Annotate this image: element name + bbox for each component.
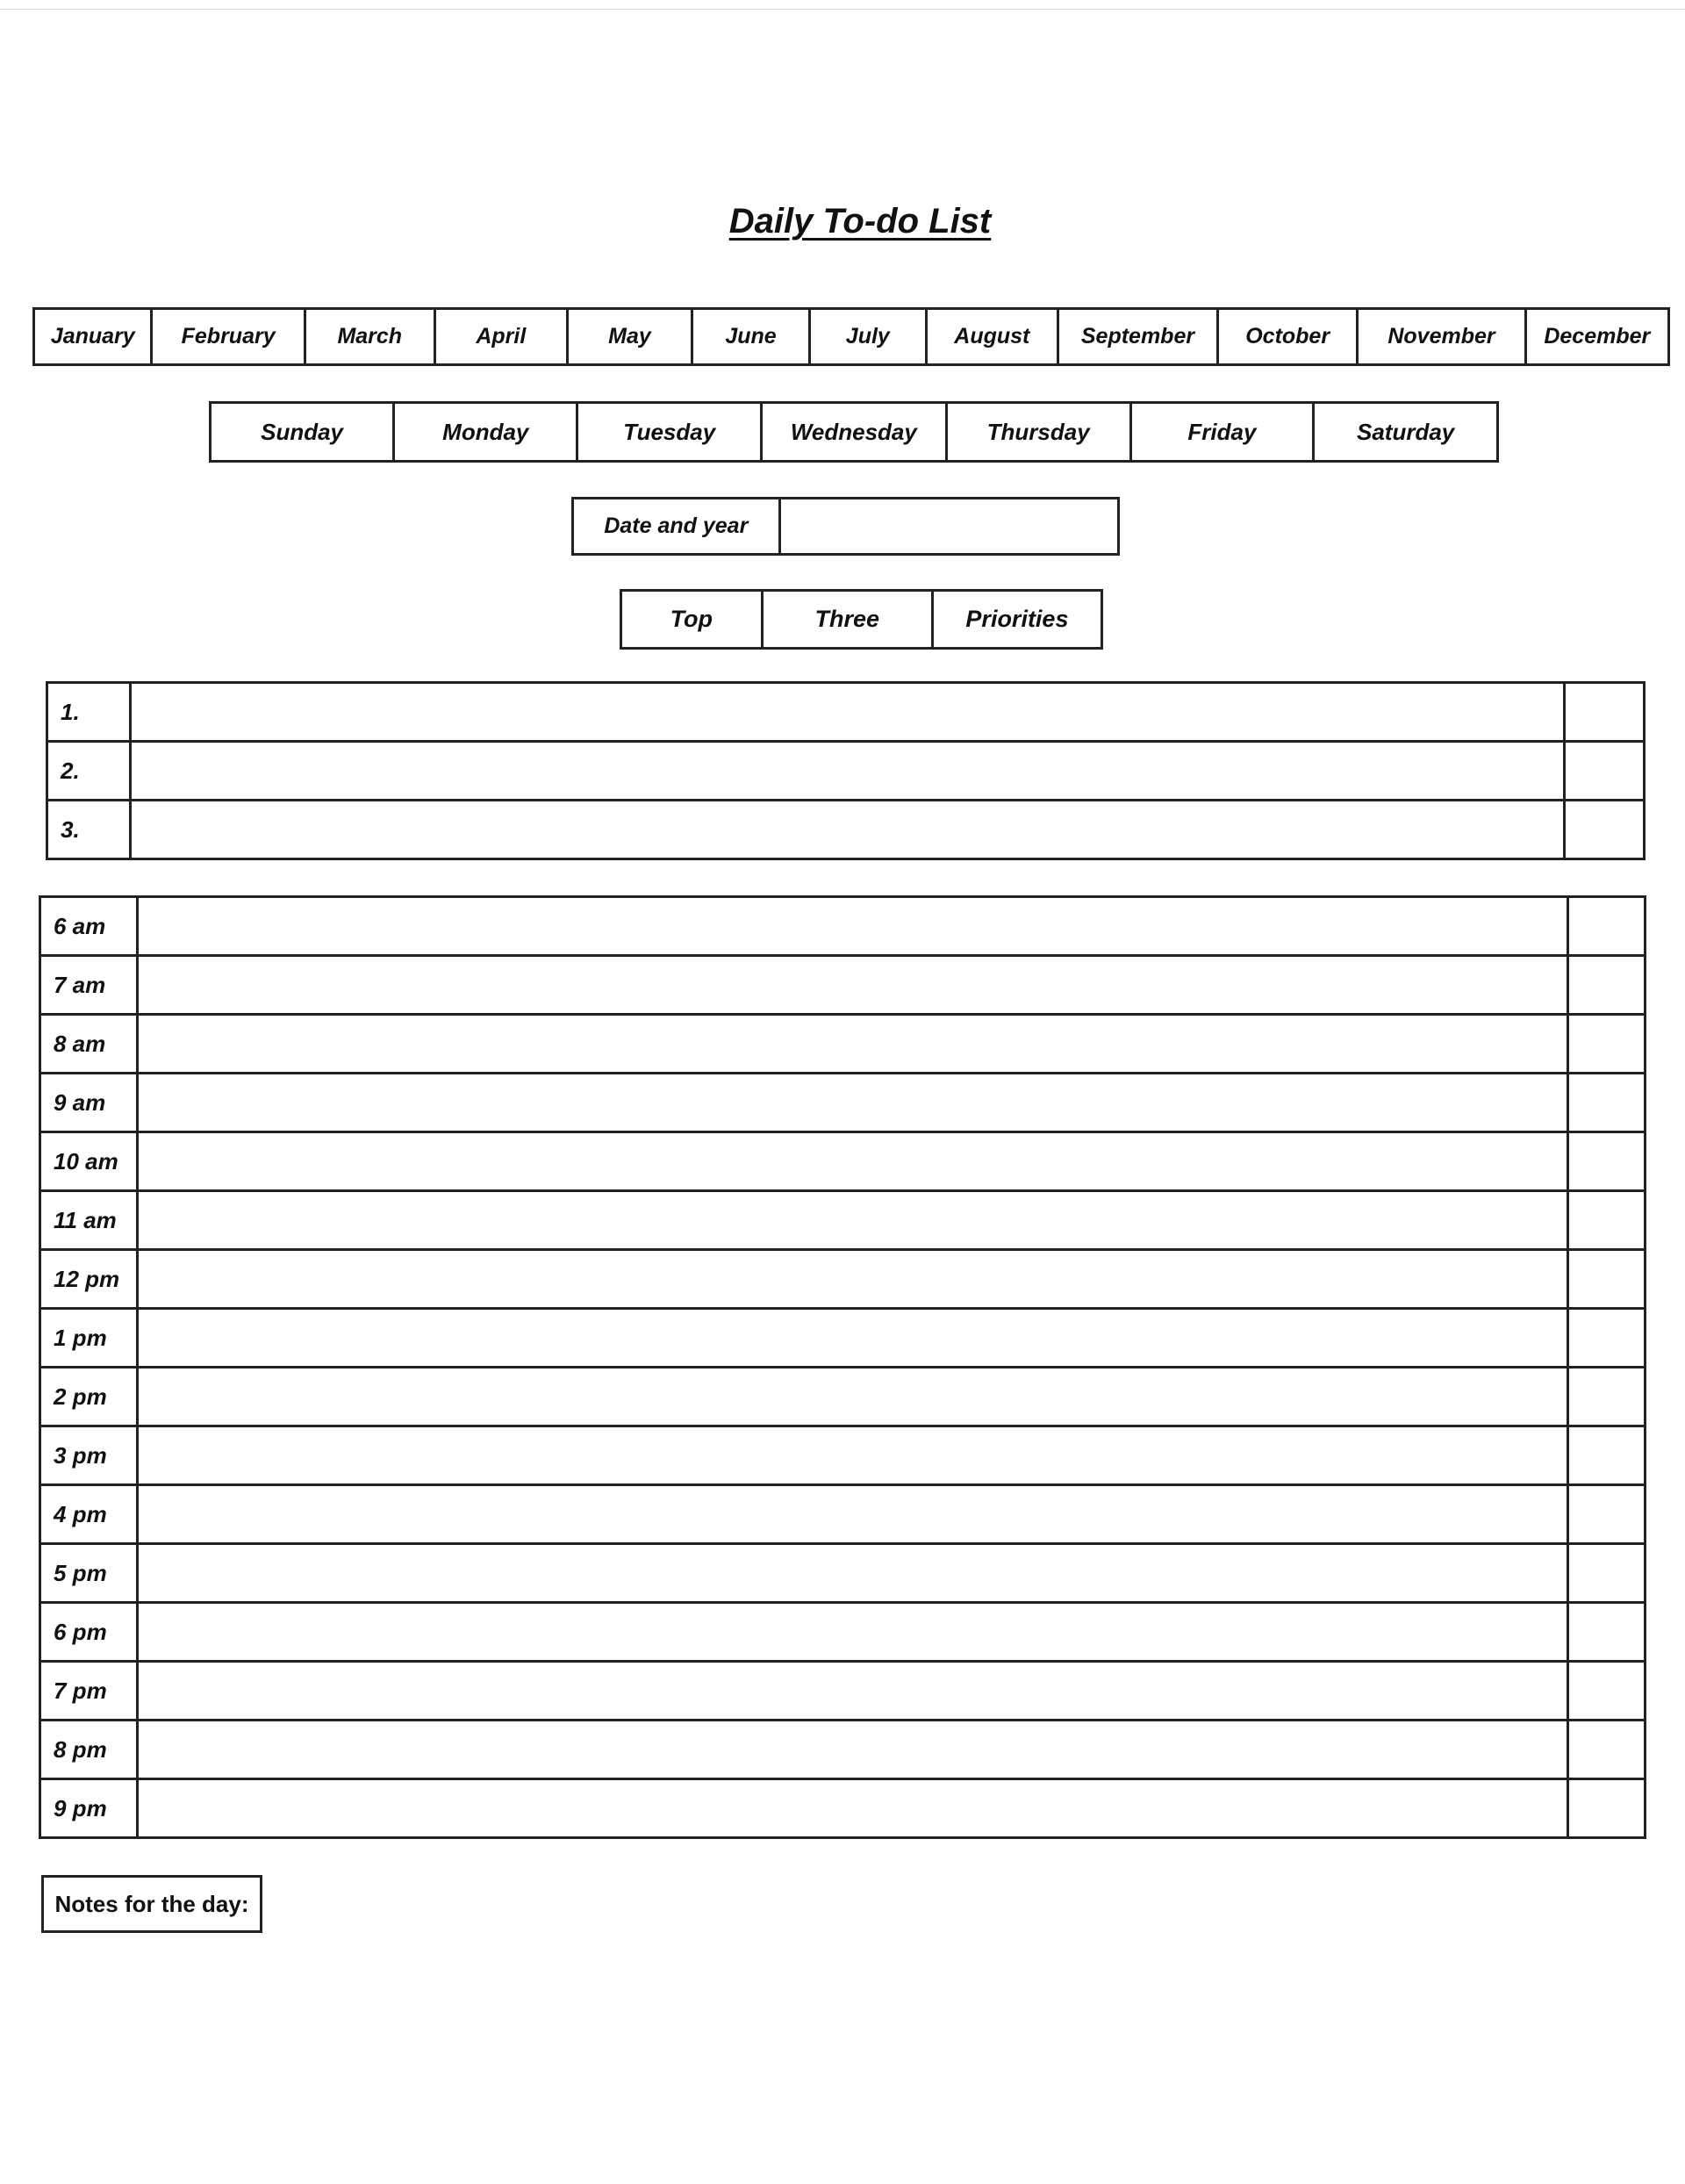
month-july[interactable]: July <box>810 309 927 365</box>
priority-text-field[interactable] <box>131 801 1565 859</box>
schedule-checkbox[interactable] <box>1568 1368 1646 1426</box>
month-october[interactable]: October <box>1217 309 1357 365</box>
time-label: 7 am <box>40 956 138 1015</box>
schedule-text-field[interactable] <box>138 956 1568 1015</box>
schedule-checkbox[interactable] <box>1568 1603 1646 1662</box>
priority-text-field[interactable] <box>131 683 1565 742</box>
time-label: 9 am <box>40 1074 138 1132</box>
weekday-sunday[interactable]: Sunday <box>211 403 394 462</box>
schedule-text-field[interactable] <box>138 1368 1568 1426</box>
date-year-label: Date and year <box>573 499 780 555</box>
schedule-checkbox[interactable] <box>1568 1132 1646 1191</box>
month-march[interactable]: March <box>305 309 434 365</box>
time-label: 6 pm <box>40 1603 138 1662</box>
month-june[interactable]: June <box>692 309 810 365</box>
schedule-row <box>40 1485 1646 1544</box>
month-september[interactable]: September <box>1058 309 1218 365</box>
weekday-friday[interactable]: Friday <box>1130 403 1314 462</box>
schedule-checkbox[interactable] <box>1568 1779 1646 1838</box>
month-january[interactable]: January <box>34 309 152 365</box>
schedule-text-field[interactable] <box>138 1485 1568 1544</box>
month-november[interactable]: November <box>1358 309 1525 365</box>
top-three-header-row <box>621 591 1102 649</box>
schedule-row <box>40 1074 1646 1132</box>
priority-checkbox[interactable] <box>1565 801 1645 859</box>
schedule-text-field[interactable] <box>138 1015 1568 1074</box>
priority-row <box>47 801 1645 859</box>
schedule-checkbox[interactable] <box>1568 1662 1646 1721</box>
priority-row <box>47 683 1645 742</box>
page-title: Daily To-do List <box>728 202 992 241</box>
time-label: 4 pm <box>40 1485 138 1544</box>
time-label: 8 pm <box>40 1721 138 1779</box>
schedule-text-field[interactable] <box>138 1426 1568 1485</box>
month-february[interactable]: February <box>152 309 305 365</box>
schedule-row <box>40 1191 1646 1250</box>
header-priorities: Priorities <box>932 591 1101 649</box>
priorities-table <box>46 681 1646 860</box>
priority-number: 3. <box>47 801 131 859</box>
schedule-row <box>40 956 1646 1015</box>
schedule-row <box>40 1426 1646 1485</box>
priority-number: 1. <box>47 683 131 742</box>
schedule-checkbox[interactable] <box>1568 1721 1646 1779</box>
schedule-text-field[interactable] <box>138 1191 1568 1250</box>
time-label: 2 pm <box>40 1368 138 1426</box>
weekday-tuesday[interactable]: Tuesday <box>577 403 762 462</box>
schedule-checkbox[interactable] <box>1568 956 1646 1015</box>
priority-checkbox[interactable] <box>1565 683 1645 742</box>
schedule-checkbox[interactable] <box>1568 1426 1646 1485</box>
schedule-row <box>40 1779 1646 1838</box>
schedule-text-field[interactable] <box>138 1662 1568 1721</box>
schedule-checkbox[interactable] <box>1568 1250 1646 1309</box>
month-selector <box>32 307 1670 366</box>
weekday-monday[interactable]: Monday <box>394 403 577 462</box>
time-label: 6 am <box>40 897 138 956</box>
schedule-row <box>40 1721 1646 1779</box>
month-august[interactable]: August <box>926 309 1058 365</box>
scan-edge-line <box>0 9 1685 10</box>
month-may[interactable]: May <box>567 309 692 365</box>
weekday-thursday[interactable]: Thursday <box>946 403 1130 462</box>
time-label: 8 am <box>40 1015 138 1074</box>
time-label: 10 am <box>40 1132 138 1191</box>
top-three-header <box>620 589 1103 650</box>
schedule-text-field[interactable] <box>138 897 1568 956</box>
header-three: Three <box>762 591 932 649</box>
schedule-row <box>40 1544 1646 1603</box>
hourly-schedule-table <box>39 895 1646 1839</box>
weekday-row <box>211 403 1498 462</box>
schedule-checkbox[interactable] <box>1568 897 1646 956</box>
schedule-checkbox[interactable] <box>1568 1485 1646 1544</box>
schedule-checkbox[interactable] <box>1568 1309 1646 1368</box>
time-label: 9 pm <box>40 1779 138 1838</box>
notes-label: Notes for the day: <box>41 1875 262 1933</box>
time-label: 7 pm <box>40 1662 138 1721</box>
time-label: 1 pm <box>40 1309 138 1368</box>
schedule-row <box>40 897 1646 956</box>
header-top: Top <box>621 591 763 649</box>
date-year-row <box>573 499 1119 555</box>
schedule-text-field[interactable] <box>138 1779 1568 1838</box>
date-year-box <box>571 497 1120 556</box>
schedule-text-field[interactable] <box>138 1074 1568 1132</box>
date-year-field[interactable] <box>779 499 1118 555</box>
schedule-row <box>40 1015 1646 1074</box>
schedule-row <box>40 1603 1646 1662</box>
schedule-row <box>40 1662 1646 1721</box>
priority-checkbox[interactable] <box>1565 742 1645 801</box>
schedule-text-field[interactable] <box>138 1603 1568 1662</box>
schedule-checkbox[interactable] <box>1568 1544 1646 1603</box>
month-december[interactable]: December <box>1525 309 1668 365</box>
schedule-row <box>40 1309 1646 1368</box>
schedule-text-field[interactable] <box>138 1132 1568 1191</box>
priority-number: 2. <box>47 742 131 801</box>
schedule-checkbox[interactable] <box>1568 1015 1646 1074</box>
schedule-text-field[interactable] <box>138 1250 1568 1309</box>
weekday-selector <box>209 401 1499 463</box>
time-label: 12 pm <box>40 1250 138 1309</box>
schedule-text-field[interactable] <box>138 1544 1568 1603</box>
schedule-text-field[interactable] <box>138 1721 1568 1779</box>
schedule-row <box>40 1250 1646 1309</box>
time-label: 11 am <box>40 1191 138 1250</box>
schedule-text-field[interactable] <box>138 1309 1568 1368</box>
priority-row <box>47 742 1645 801</box>
month-april[interactable]: April <box>434 309 567 365</box>
month-row <box>34 309 1669 365</box>
time-label: 3 pm <box>40 1426 138 1485</box>
schedule-row <box>40 1368 1646 1426</box>
schedule-checkbox[interactable] <box>1568 1191 1646 1250</box>
weekday-wednesday[interactable]: Wednesday <box>761 403 946 462</box>
weekday-saturday[interactable]: Saturday <box>1314 403 1498 462</box>
time-label: 5 pm <box>40 1544 138 1603</box>
priority-text-field[interactable] <box>131 742 1565 801</box>
schedule-checkbox[interactable] <box>1568 1074 1646 1132</box>
schedule-row <box>40 1132 1646 1191</box>
